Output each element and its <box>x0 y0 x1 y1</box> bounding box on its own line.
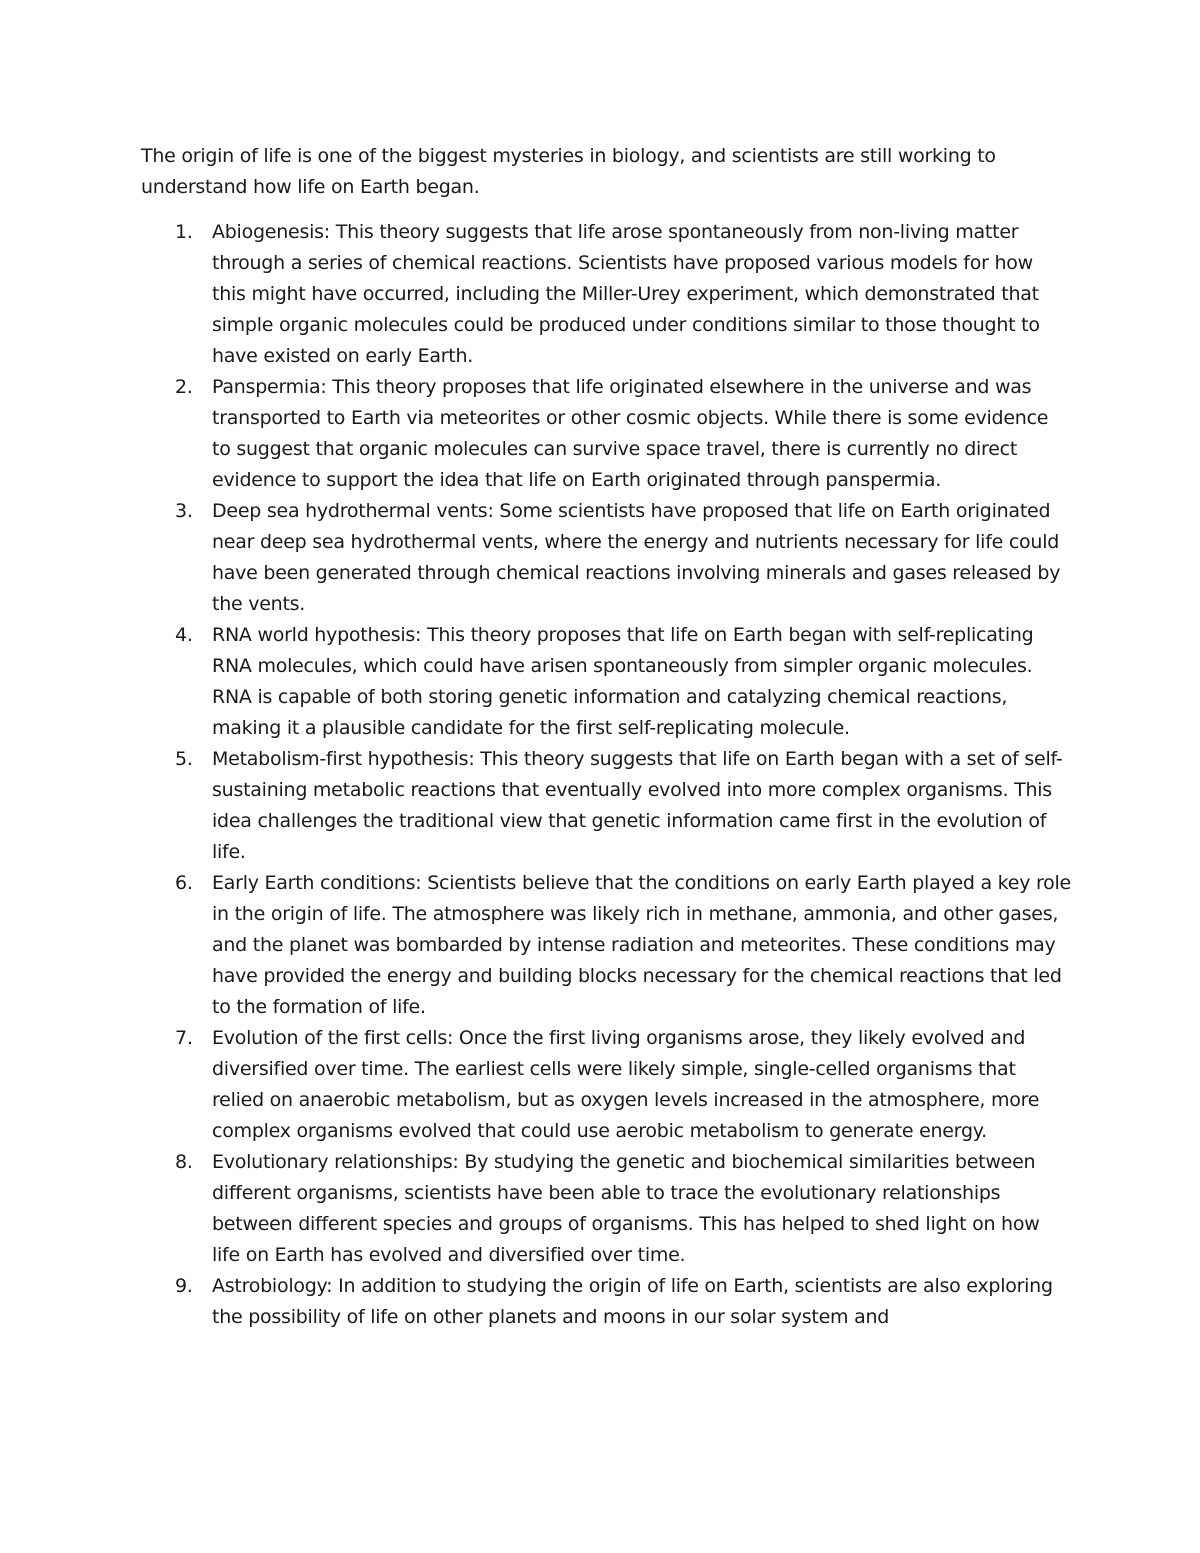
list-item-text: Early Earth conditions: Scientists believe that the conditions on early Earth played a key role in the origin of life. The atmosphere was likely rich in methane, ammonia, and other gases, and the planet was bombarded by intense radiation and meteorites. These conditions may have provided the energy and building blocks necessary for the chemical reactions that led to the formation of life. <box>212 872 1071 1018</box>
list-item-text: Panspermia: This theory proposes that life originated elsewhere in the universe and was transported to Earth via meteorites or other cosmic objects. While there is some evidence to suggest that organic molecules can survive space travel, there is currently no direct evidence to support the idea that life on Earth originated through panspermia. <box>212 376 1049 491</box>
list-item-number: 5. <box>175 748 193 770</box>
list-item-number: 8. <box>175 1151 193 1173</box>
list-item <box>141 620 1071 744</box>
list-item-number: 9. <box>175 1275 193 1297</box>
list-item <box>141 1271 1071 1333</box>
list-item-text: Evolutionary relationships: By studying the genetic and biochemical similarities between different organisms, scientists have been able to trace the evolutionary relationships between different species and groups of organisms. This has helped to shed light on how life on Earth has evolved and diversified over time. <box>212 1151 1040 1266</box>
list-item <box>141 372 1071 496</box>
list-item-number: 3. <box>175 500 193 522</box>
list-item <box>141 1023 1071 1147</box>
list-item-text: Astrobiology: In addition to studying the origin of life on Earth, scientists are also exploring the possibility of life on other planets and moons in our solar system and <box>212 1275 1053 1328</box>
list-item-text: Evolution of the first cells: Once the first living organisms arose, they likely evolved and diversified over time. The earliest cells were likely simple, single-celled organisms that relied on anaerobic metabolism, but as oxygen levels increased in the atmosphere, more complex organisms evolved that could use aerobic metabolism to generate energy. <box>212 1027 1040 1142</box>
list-item <box>141 217 1071 372</box>
list-item-number: 6. <box>175 872 193 894</box>
list-item <box>141 1147 1071 1271</box>
list-item-text: Abiogenesis: This theory suggests that life arose spontaneously from non-living matter through a series of chemical reactions. Scientists have proposed various models for how this might have occurred, including the Miller-Urey experiment, which demonstrated that simple organic molecules could be produced under conditions similar to those thought to have existed on early Earth. <box>212 221 1040 367</box>
list-item <box>141 496 1071 620</box>
numbered-list <box>141 217 1071 1333</box>
list-item-number: 1. <box>175 221 193 243</box>
list-item <box>141 744 1071 868</box>
list-item-text: Metabolism-first hypothesis: This theory suggests that life on Earth began with a set of self-sustaining metabolic reactions that eventually evolved into more complex organisms. This idea challenges the traditional view that genetic information came first in the evolution of life. <box>212 748 1063 863</box>
list-item-text: Deep sea hydrothermal vents: Some scientists have proposed that life on Earth originated near deep sea hydrothermal vents, where the energy and nutrients necessary for life could have been generated through chemical reactions involving minerals and gases released by the vents. <box>212 500 1061 615</box>
document-body <box>141 141 1071 1333</box>
list-item-number: 4. <box>175 624 193 646</box>
list-item-text: RNA world hypothesis: This theory proposes that life on Earth began with self-replicating RNA molecules, which could have arisen spontaneously from simpler organic molecules. RNA is capable of both storing genetic information and catalyzing chemical reactions, making it a plausible candidate for the first self-replicating molecule. <box>212 624 1034 739</box>
intro-paragraph: The origin of life is one of the biggest mysteries in biology, and scientists are still working to understand how life on Earth began. <box>141 145 996 198</box>
list-item <box>141 868 1071 1023</box>
list-item-number: 7. <box>175 1027 193 1049</box>
list-item-number: 2. <box>175 376 193 398</box>
